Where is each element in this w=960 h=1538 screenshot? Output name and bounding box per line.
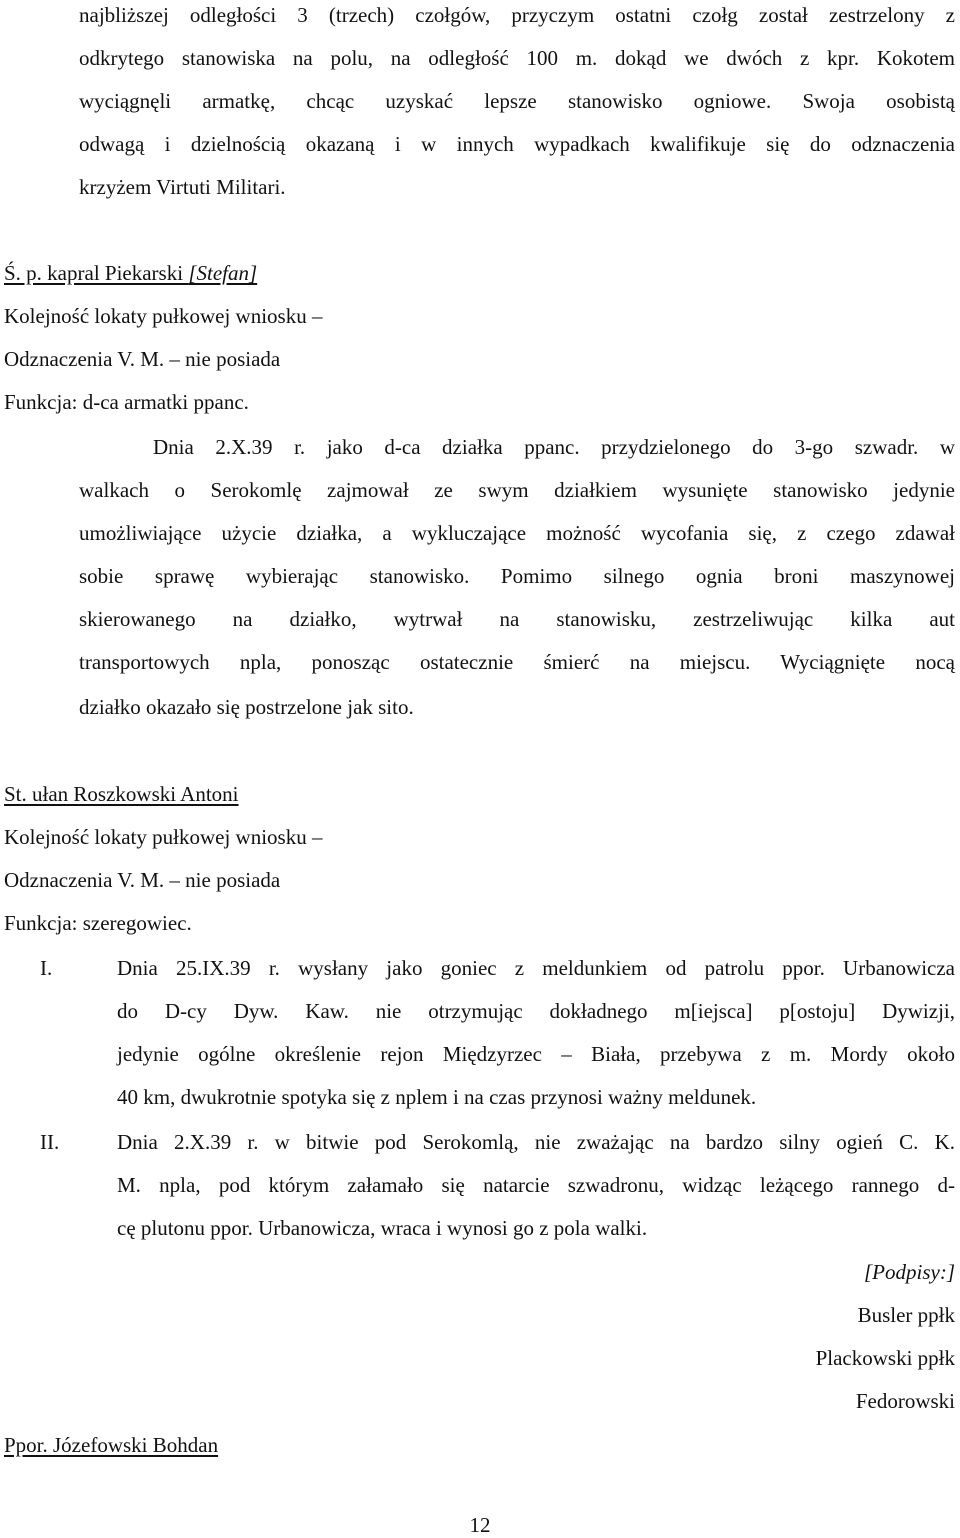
paragraph-line: Dnia 2.X.39 r. jako d-ca działka ppanc. przydzielonego do 3-go szwadr. w xyxy=(153,435,955,459)
paragraph-line: umożliwiające użycie działka, a wykluczające możność wycofania się, z czego zdawał xyxy=(79,521,955,545)
paragraph-line: wyciągnęli armatkę, chcąc uzyskać lepsze stanowisko ogniowe. Swoja osobistą xyxy=(79,89,955,113)
entry-name-bracket: [Stefan] xyxy=(188,261,258,285)
paragraph-line: sobie sprawę wybierając stanowisko. Pomimo silnego ognia broni maszynowej xyxy=(79,564,955,588)
function-line: Funkcja: szeregowiec. xyxy=(4,911,192,935)
paragraph-line: transportowych npla, ponosząc ostatecznie śmierć na miejscu. Wyciągnięte nocą xyxy=(79,650,955,674)
item-numeral: I. xyxy=(40,956,53,980)
entry-name: Ppor. Józefowski Bohdan xyxy=(4,1433,219,1457)
item-line: M. npla, pod którym załamało się natarcie szwadronu, widząc leżącego rannego d- xyxy=(117,1173,955,1197)
signatures-header: [Podpisy:] xyxy=(864,1260,955,1284)
item-line: cę plutonu ppor. Urbanowicza, wraca i wynosi go z pola walki. xyxy=(117,1216,648,1240)
entry-name: St. ułan Roszkowski Antoni xyxy=(4,782,239,806)
page-number: 12 xyxy=(469,1513,491,1537)
awards-line: Odznaczenia V. M. – nie posiada xyxy=(4,347,281,371)
item-line: do D-cy Dyw. Kaw. nie otrzymując dokładnego m[iejsca] p[ostoju] Dywizji, xyxy=(117,999,955,1023)
order-line: Kolejność lokaty pułkowej wniosku – xyxy=(4,825,323,849)
paragraph-line: krzyżem Virtuti Militari. xyxy=(79,175,286,199)
item-line: Dnia 2.X.39 r. w bitwie pod Serokomlą, nie zważając na bardzo silny ogień C. K. xyxy=(117,1130,955,1154)
item-numeral: II. xyxy=(40,1130,60,1154)
paragraph-line: skierowanego na działko, wytrwał na stanowisku, zestrzeliwując kilka aut xyxy=(79,607,955,631)
signature-name: Fedorowski xyxy=(855,1389,955,1413)
paragraph-line: odwagą i dzielnością okazaną i w innych wypadkach kwalifikuje się do odznaczenia xyxy=(79,132,955,156)
entry-name xyxy=(4,260,257,286)
signature-name: Plackowski ppłk xyxy=(815,1346,955,1370)
entry-name-prefix: Ś. p. kapral Piekarski xyxy=(4,261,189,285)
signature-name: Busler ppłk xyxy=(857,1303,955,1327)
item-line: jedynie ogólne określenie rejon Międzyrzec – Biała, przebywa z m. Mordy około xyxy=(117,1042,955,1066)
paragraph-line: odkrytego stanowiska na polu, na odległość 100 m. dokąd we dwóch z kpr. Kokotem xyxy=(79,46,955,70)
paragraph-line: walkach o Serokomlę zajmował ze swym działkiem wysunięte stanowisko jedynie xyxy=(79,478,955,502)
function-line: Funkcja: d-ca armatki ppanc. xyxy=(4,390,249,414)
item-line: 40 km, dwukrotnie spotyka się z nplem i na czas przynosi ważny meldunek. xyxy=(117,1085,757,1109)
awards-line: Odznaczenia V. M. – nie posiada xyxy=(4,868,281,892)
item-line: Dnia 25.IX.39 r. wysłany jako goniec z meldunkiem od patrolu ppor. Urbanowicza xyxy=(117,956,955,980)
paragraph-line: działko okazało się postrzelone jak sito. xyxy=(79,695,414,719)
paragraph-line: najbliższej odległości 3 (trzech) czołgów, przyczym ostatni czołg został zestrzelony z xyxy=(79,3,955,27)
order-line: Kolejność lokaty pułkowej wniosku – xyxy=(4,304,323,328)
